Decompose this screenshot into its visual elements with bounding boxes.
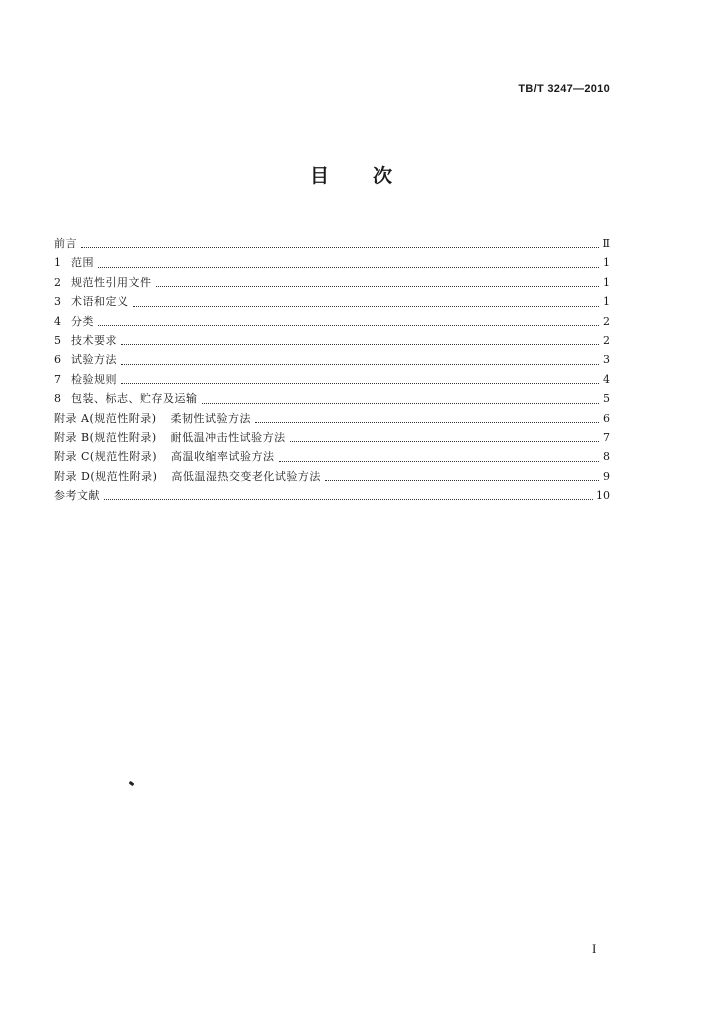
toc-entry-technical-requirements[interactable]: [54, 331, 610, 350]
toc-entry-page: 5: [603, 392, 610, 406]
toc-entry-number: 3: [54, 295, 61, 309]
standard-code: TB/T 3247—2010: [518, 83, 610, 95]
toc-entry-label: 检验规则: [71, 372, 117, 386]
toc-entry-bibliography[interactable]: [54, 486, 610, 505]
toc-entry-annex-title: 柔韧性试验方法: [170, 411, 252, 425]
toc-entry-page: 1: [603, 275, 610, 289]
toc-entry-label: 附录 A(规范性附录): [54, 411, 157, 425]
toc-title: [0, 161, 702, 188]
dot-leader: [98, 324, 599, 326]
toc-entry-page: 9: [603, 469, 610, 483]
toc-entry-page: 1: [603, 256, 610, 270]
toc-entry-number: 8: [54, 392, 61, 406]
scan-speck: [129, 781, 135, 786]
toc-entry-page: 2: [603, 333, 610, 347]
dot-leader: [104, 498, 593, 500]
toc-entry-foreword[interactable]: [54, 234, 610, 253]
toc-entry-terms-definitions[interactable]: [54, 292, 610, 311]
toc-entry-page: 4: [603, 372, 610, 386]
toc-entry-annex-title: 高温收缩率试验方法: [171, 450, 275, 464]
dot-leader: [156, 285, 600, 287]
toc-title-char-2: 次: [373, 165, 393, 187]
toc-entry-number: 7: [54, 372, 61, 386]
dot-leader: [81, 246, 599, 248]
dot-leader: [202, 402, 600, 404]
toc-entry-packaging[interactable]: [54, 389, 610, 408]
page-number: I: [592, 941, 597, 956]
dot-leader: [290, 440, 599, 442]
toc-entry-label: 附录 D(规范性附录): [54, 469, 158, 483]
toc-entry-number: 5: [54, 333, 61, 347]
toc-entry-number: 2: [54, 275, 61, 289]
toc-entry-normative-references[interactable]: [54, 273, 610, 292]
dot-leader: [98, 266, 599, 268]
toc-entry-page: 3: [603, 353, 610, 367]
table-of-contents: [54, 234, 610, 505]
dot-leader: [133, 305, 600, 307]
dot-leader: [279, 460, 600, 462]
toc-entry-classification[interactable]: [54, 312, 610, 331]
toc-entry-scope[interactable]: [54, 253, 610, 272]
toc-entry-number: 4: [54, 314, 61, 328]
toc-entry-page: 2: [603, 314, 610, 328]
toc-entry-annex-a[interactable]: [54, 409, 610, 428]
dot-leader: [121, 343, 599, 345]
toc-entry-label: 附录 C(规范性附录): [54, 450, 157, 464]
toc-entry-page: 10: [596, 489, 610, 503]
dot-leader: [121, 363, 599, 365]
dot-leader: [255, 421, 599, 423]
toc-entry-label: 分类: [71, 314, 94, 328]
toc-entry-label: 前言: [54, 236, 77, 250]
toc-entry-label: 规范性引用文件: [71, 275, 152, 289]
toc-entry-page: 6: [603, 411, 610, 425]
dot-leader: [325, 479, 599, 481]
toc-entry-label: 术语和定义: [71, 295, 129, 309]
toc-entry-label: 试验方法: [71, 353, 117, 367]
toc-entry-page: 7: [603, 430, 610, 444]
toc-entry-number: 6: [54, 353, 61, 367]
toc-entry-label: 范围: [71, 256, 94, 270]
toc-entry-test-methods[interactable]: [54, 350, 610, 369]
toc-entry-number: 1: [54, 256, 61, 270]
toc-entry-page: Ⅱ: [602, 236, 610, 250]
toc-entry-label: 包装、标志、贮存及运输: [71, 392, 198, 406]
toc-title-char-1: 目: [309, 165, 329, 187]
toc-entry-annex-title: 高低温湿热交变老化试验方法: [171, 469, 321, 483]
toc-entry-label: 参考文献: [54, 489, 100, 503]
toc-entry-annex-title: 耐低温冲击性试验方法: [170, 430, 286, 444]
toc-entry-annex-c[interactable]: [54, 447, 610, 466]
toc-entry-label: 技术要求: [71, 333, 117, 347]
toc-entry-label: 附录 B(规范性附录): [54, 430, 157, 444]
toc-entry-page: 8: [603, 450, 610, 464]
toc-entry-annex-d[interactable]: [54, 467, 610, 486]
toc-entry-page: 1: [603, 295, 610, 309]
toc-entry-annex-b[interactable]: [54, 428, 610, 447]
toc-entry-inspection-rules[interactable]: [54, 370, 610, 389]
dot-leader: [121, 382, 599, 384]
